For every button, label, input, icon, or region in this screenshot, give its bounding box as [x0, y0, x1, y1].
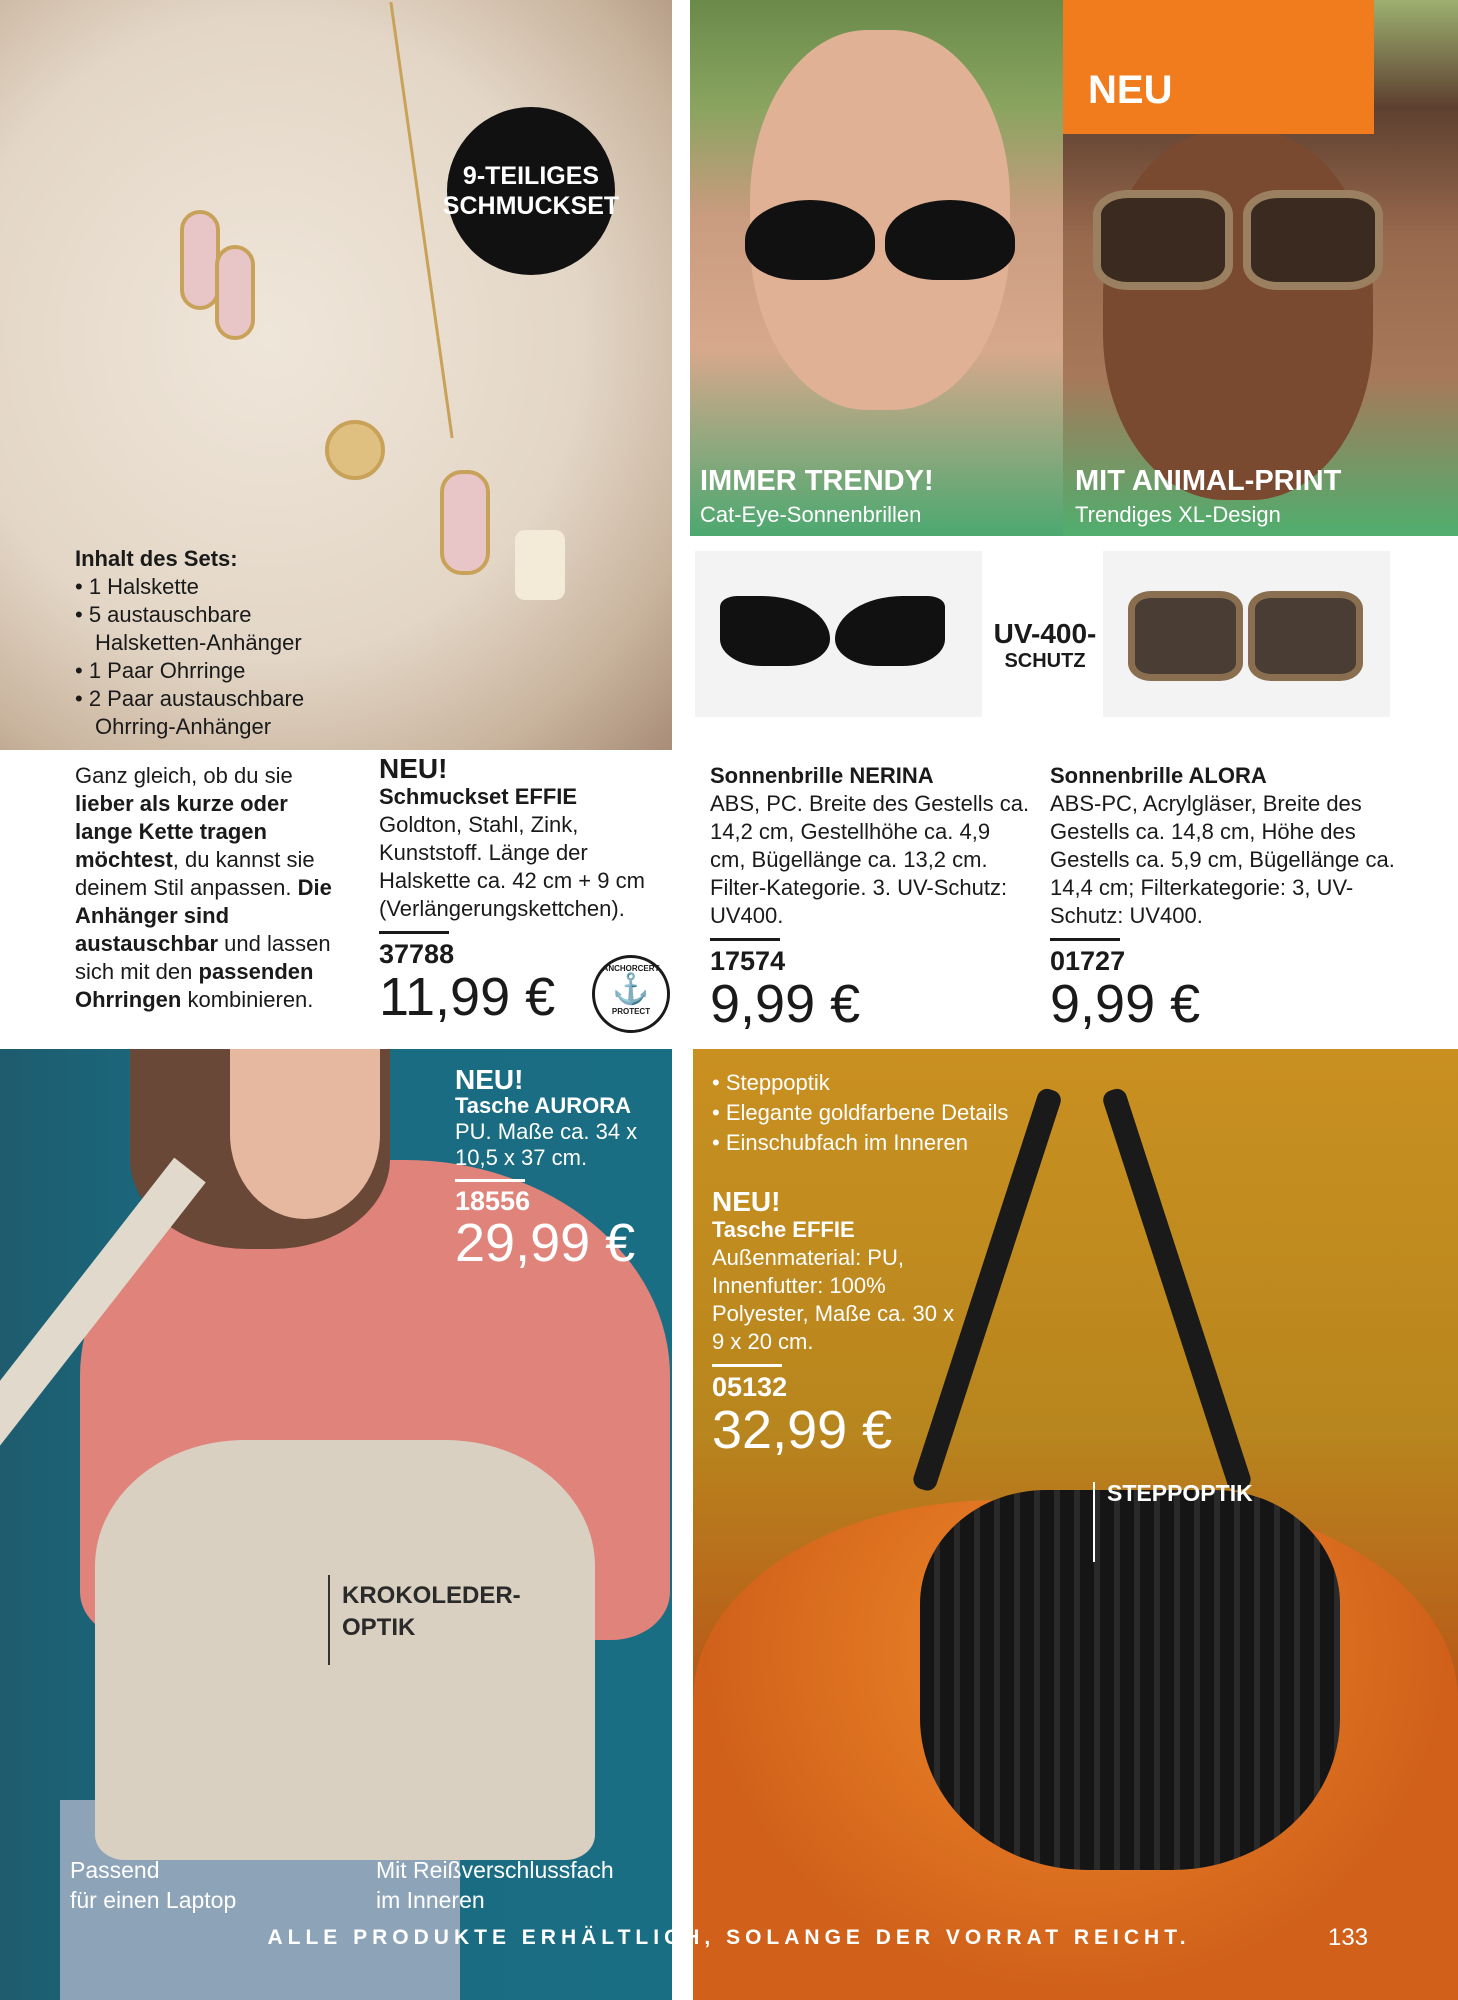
anchor-icon: ⚓	[612, 973, 650, 1006]
price: 9,99 €	[710, 974, 861, 1034]
effie-bullets	[712, 1068, 1008, 1158]
face-image	[230, 1049, 380, 1219]
seal-text: ANCHORCERT	[602, 964, 660, 973]
caption-title: IMMER TRENDY!	[700, 465, 934, 497]
text: kombinieren.	[181, 987, 314, 1012]
sunglasses-image	[1243, 190, 1383, 290]
caption-title: MIT ANIMAL-PRINT	[1075, 465, 1342, 497]
product-description: PU. Maße ca. 34 x 10,5 x 37 cm.	[455, 1119, 638, 1170]
divider	[712, 1364, 782, 1367]
product-aurora	[455, 1064, 665, 1273]
price: 32,99 €	[712, 1400, 893, 1460]
product-name: Sonnenbrille NERINA	[710, 763, 934, 788]
price: 11,99 €	[379, 967, 556, 1027]
article-number: 37788	[379, 939, 455, 969]
new-label: NEU!	[379, 753, 448, 784]
caption-subtitle: Cat-Eye-Sonnenbrillen	[700, 502, 922, 527]
product-name: Schmuckset EFFIE	[379, 784, 578, 809]
product-description: Außenmaterial: PU, Innenfutter: 100% Polyester, Maße ca. 30 x 9 x 20 cm.	[712, 1245, 955, 1354]
contents-item: • 2 Paar austauschbare	[75, 686, 305, 711]
product-nerina	[710, 762, 1030, 1033]
contents-title: Inhalt des Sets:	[75, 546, 238, 571]
callout-steppoptik: STEPPOPTIK	[1107, 1480, 1253, 1506]
product-tasche-effie	[712, 1188, 962, 1459]
face-image	[1103, 130, 1373, 500]
article-number: 05132	[712, 1372, 788, 1402]
pendant-image	[515, 530, 565, 600]
uv-line: SCHUTZ	[1004, 650, 1086, 672]
alora-product-image	[1103, 551, 1390, 717]
bullet-item: • Elegante goldfarbene Details	[712, 1100, 1009, 1125]
sunglasses-image	[885, 200, 1015, 280]
effie-bag-image	[920, 1490, 1340, 1870]
product-description: ABS, PC. Breite des Gestells ca. 14,2 cm, Gestellhöhe ca. 4,9 cm, Bügellänge ca. 13,2 cm. Filter-Kategorie. 3. UV-Schutz: UV400.	[710, 791, 1030, 928]
uv-protection-label	[985, 618, 1105, 673]
lens-icon	[720, 596, 830, 666]
lens-icon	[835, 596, 945, 666]
badge-line: 9-TEILIGES	[462, 162, 600, 190]
set-contents	[75, 545, 304, 741]
note-laptop: Passend für einen Laptop	[70, 1857, 237, 1913]
price: 29,99 €	[455, 1213, 636, 1273]
text: und lassen sich mit den	[75, 931, 331, 984]
footer-disclaimer: ALLE PRODUKTE ERHÄLTLICH, SOLANGE DER VORRAT REICHT.	[267, 1926, 1191, 1949]
model-photo-cat-eye	[690, 0, 1063, 536]
article-number: 01727	[1050, 946, 1126, 976]
intro-text	[75, 762, 345, 1014]
callout-krokoleder: KROKOLEDER- OPTIK	[342, 1582, 521, 1641]
pendant-image	[440, 470, 490, 575]
text: Ganz gleich, ob du sie	[75, 763, 293, 788]
text-bold: lieber als kurze oder lange Kette tragen möchtest	[75, 791, 288, 872]
product-description: Goldton, Stahl, Zink, Kunststoff. Länge der Halskette ca. 42 cm + 9 cm (Verlängerungskettchen).	[379, 812, 645, 921]
sunglasses-image	[1093, 190, 1233, 290]
caption-subtitle: Trendiges XL-Design	[1075, 502, 1281, 527]
new-badge: NEU	[1063, 0, 1374, 134]
text: , du kannst sie deinem Stil anpassen.	[75, 847, 315, 900]
bullet-item: • Einschubfach im Inneren	[712, 1130, 968, 1155]
product-name: Tasche AURORA	[455, 1093, 632, 1118]
bullet-item: • Steppoptik	[712, 1070, 830, 1095]
earring-image	[180, 210, 220, 310]
anchorcert-seal	[592, 955, 670, 1033]
contents-item: Halsketten-Anhänger	[95, 630, 302, 655]
nerina-product-image	[695, 551, 982, 717]
new-label: NEU!	[455, 1064, 524, 1095]
divider	[710, 938, 780, 941]
new-label: NEU!	[712, 1186, 781, 1217]
product-name: Sonnenbrille ALORA	[1050, 763, 1267, 788]
contents-item: Ohrring-Anhänger	[95, 714, 272, 739]
uv-line: UV-400-	[993, 618, 1097, 649]
article-number: 18556	[455, 1186, 531, 1216]
article-number: 17574	[710, 946, 786, 976]
badge-line: SCHMUCKSET	[442, 192, 620, 220]
product-alora	[1050, 762, 1420, 1033]
contents-item: • 5 austauschbare	[75, 602, 252, 627]
aurora-bag-image	[95, 1440, 595, 1860]
note-zipper: Mit Reißverschlussfach im Inneren	[376, 1857, 614, 1913]
divider	[379, 931, 449, 934]
divider	[455, 1179, 525, 1182]
lens-icon	[1248, 591, 1363, 681]
page-number: 133	[1328, 1924, 1369, 1951]
pendant-image	[325, 420, 385, 480]
sunglasses-image	[745, 200, 875, 280]
lens-icon	[1128, 591, 1243, 681]
callout-line	[328, 1575, 330, 1665]
contents-item: • 1 Paar Ohrringe	[75, 658, 246, 683]
product-name: Tasche EFFIE	[712, 1217, 855, 1242]
set-badge	[442, 107, 620, 275]
callout-line	[1093, 1482, 1095, 1562]
seal-text: PROTECT	[611, 1007, 651, 1016]
earring-image	[215, 245, 255, 340]
text-bold: passenden Ohrringen	[75, 959, 314, 1012]
divider	[1050, 938, 1120, 941]
price: 9,99 €	[1050, 974, 1201, 1034]
contents-item: • 1 Halskette	[75, 574, 199, 599]
text-bold: Die Anhänger sind austauschbar	[75, 875, 332, 956]
product-description: ABS-PC, Acrylgläser, Breite des Gestells ca. 14,8 cm, Höhe des Gestells ca. 5,9 cm, Bügellänge ca. 14,4 cm; Filterkategorie: 3, UV-Schutz: UV400.	[1050, 791, 1395, 928]
